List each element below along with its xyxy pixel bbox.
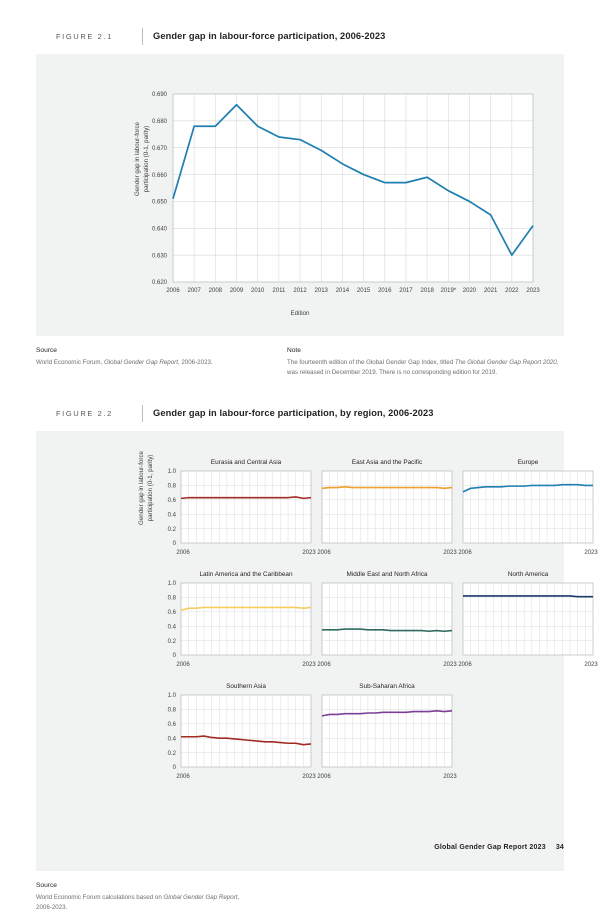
figure-header-divider	[142, 405, 143, 422]
svg-text:0.6: 0.6	[167, 498, 176, 505]
svg-text:2006: 2006	[176, 662, 190, 669]
svg-text:2011: 2011	[272, 288, 286, 294]
svg-text:0.2: 0.2	[167, 750, 176, 757]
source-text: World Economic Forum, Global Gender Gap Report, 2006-2023.	[36, 359, 213, 366]
svg-text:2023: 2023	[443, 550, 457, 557]
svg-text:0.630: 0.630	[151, 253, 167, 260]
svg-text:2006: 2006	[176, 774, 190, 781]
svg-text:North America: North America	[507, 571, 549, 579]
figure-2-1-source	[36, 347, 248, 378]
svg-text:2006: 2006	[166, 288, 180, 294]
svg-text:Latin America and the Caribbea: Latin America and the Caribbean	[199, 571, 293, 579]
figure-2-2-header	[0, 402, 600, 424]
svg-text:2006: 2006	[458, 662, 472, 669]
svg-text:2023: 2023	[302, 662, 316, 669]
svg-text:Eurasia and Central Asia: Eurasia and Central Asia	[210, 459, 282, 467]
svg-text:0.640: 0.640	[151, 226, 167, 233]
figure-2-1-panel	[36, 54, 564, 336]
svg-text:0.650: 0.650	[151, 199, 167, 206]
svg-text:0.660: 0.660	[151, 172, 167, 179]
svg-text:0.4: 0.4	[167, 512, 176, 519]
svg-text:0.8: 0.8	[167, 707, 176, 714]
figure-2-2-panel	[36, 431, 598, 871]
svg-text:2013: 2013	[314, 288, 328, 294]
svg-text:2006: 2006	[317, 662, 331, 669]
figure-2-1-header	[0, 25, 600, 47]
svg-text:2006: 2006	[458, 550, 472, 557]
footer-report-title: Global Gender Gap Report 2023	[434, 844, 546, 851]
svg-text:2021: 2021	[483, 288, 498, 294]
svg-text:2008: 2008	[208, 288, 223, 294]
svg-text:2006: 2006	[317, 550, 331, 557]
svg-text:2015: 2015	[356, 288, 371, 294]
svg-text:2023: 2023	[443, 774, 457, 781]
source-heading: Source	[36, 882, 57, 890]
svg-text:1.0: 1.0	[167, 581, 176, 588]
svg-text:0.2: 0.2	[167, 526, 176, 533]
figure-2-2-meta	[0, 882, 600, 913]
svg-text:0: 0	[172, 653, 176, 660]
svg-text:0.8: 0.8	[167, 483, 176, 490]
svg-text:2023: 2023	[443, 662, 457, 669]
svg-text:Sub-Saharan Africa: Sub-Saharan Africa	[359, 683, 415, 691]
svg-text:2023: 2023	[302, 550, 316, 557]
svg-text:0.4: 0.4	[167, 736, 176, 743]
svg-text:0.670: 0.670	[151, 145, 167, 152]
svg-text:Europe: Europe	[517, 459, 539, 467]
svg-text:0.620: 0.620	[151, 280, 167, 287]
svg-text:2009: 2009	[229, 288, 244, 294]
figure-2-1-number: FIGURE 2.1	[56, 31, 113, 41]
note-heading: Note	[287, 347, 301, 354]
svg-text:0.4: 0.4	[167, 624, 176, 631]
figure-2-2-source	[36, 882, 248, 913]
chart-2-y-axis-label: Gender gap in labour-force participation (0-1, parity)	[138, 451, 154, 526]
svg-text:2019*: 2019*	[440, 288, 457, 294]
svg-text:2017: 2017	[399, 288, 413, 294]
chart-1-x-axis-label: Edition	[290, 310, 310, 317]
svg-text:0.6: 0.6	[167, 610, 176, 617]
svg-text:2023: 2023	[584, 662, 598, 669]
chart-1-y-axis-label: Gender gap in labour-force participation (0-1, parity)	[134, 122, 150, 196]
svg-text:2020: 2020	[462, 288, 477, 294]
figure-2-2-title: Gender gap in labour-force participation, by region, 2006-2023	[153, 408, 434, 419]
page-footer	[434, 844, 564, 851]
small-multiples-grid	[36, 431, 598, 871]
svg-text:2007: 2007	[187, 288, 201, 294]
report-page	[0, 25, 600, 912]
figure-2-1-title: Gender gap in labour-force participation, 2006-2023	[153, 31, 386, 41]
chart-1-plot	[36, 54, 564, 336]
svg-text:2016: 2016	[378, 288, 392, 294]
figure-2-1-meta	[0, 347, 600, 378]
source-heading: Source	[36, 347, 57, 354]
svg-text:2010: 2010	[251, 288, 265, 294]
svg-text:2023: 2023	[584, 550, 598, 557]
chart-1	[36, 54, 564, 336]
svg-text:0.690: 0.690	[151, 92, 167, 99]
svg-text:2006: 2006	[317, 774, 331, 781]
note-text: The fourteenth edition of the Global Gender Gap Index, titled The Global Gender Gap Report 2020, was released in December 2019. There is no corresponding edition for 2019.	[287, 359, 559, 377]
source-text: World Economic Forum calculations based on Global Gender Gap Report, 2006-2023.	[36, 894, 240, 912]
small-multiples-plots	[36, 431, 598, 871]
svg-text:0: 0	[172, 541, 176, 548]
svg-text:0.8: 0.8	[167, 595, 176, 602]
svg-text:0.2: 0.2	[167, 638, 176, 645]
figure-2-1-note	[287, 347, 564, 378]
svg-text:2018: 2018	[420, 288, 434, 294]
svg-text:2023: 2023	[526, 288, 540, 294]
footer-page-number: 34	[555, 844, 564, 851]
svg-text:2012: 2012	[293, 288, 307, 294]
svg-text:0: 0	[172, 765, 176, 772]
svg-text:0.6: 0.6	[167, 722, 176, 729]
figure-2-2-number: FIGURE 2.2	[56, 408, 113, 418]
svg-text:East Asia and the Pacific: East Asia and the Pacific	[351, 459, 423, 467]
svg-text:1.0: 1.0	[167, 693, 176, 700]
svg-text:2022: 2022	[505, 288, 519, 294]
svg-text:1.0: 1.0	[167, 469, 176, 476]
figure-header-divider	[142, 28, 143, 45]
svg-text:2014: 2014	[335, 288, 350, 294]
svg-text:Southern Asia: Southern Asia	[226, 683, 266, 691]
svg-text:0.680: 0.680	[151, 119, 167, 126]
svg-text:2023: 2023	[302, 774, 316, 781]
svg-text:2006: 2006	[176, 550, 190, 557]
svg-text:Middle East and North Africa: Middle East and North Africa	[346, 571, 428, 579]
